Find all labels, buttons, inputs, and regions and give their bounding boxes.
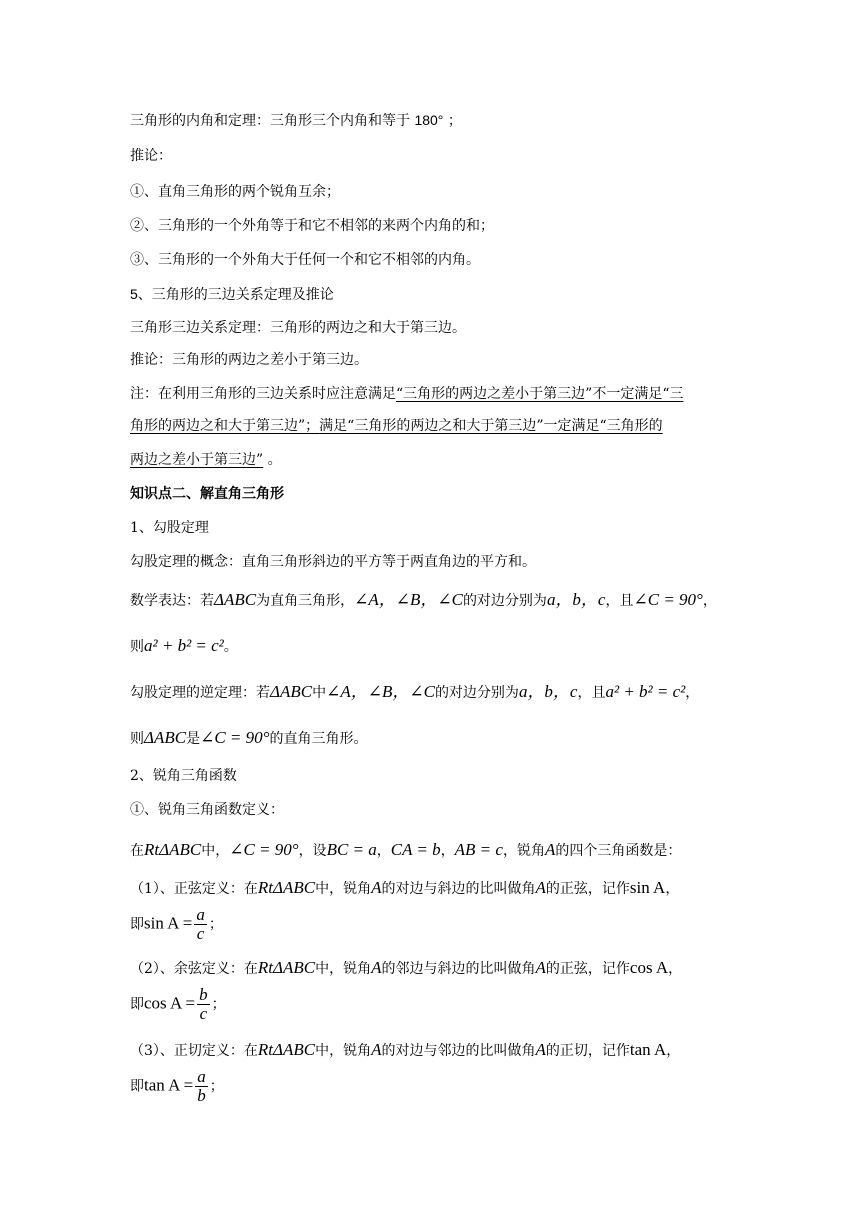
- fraction: [195, 1068, 208, 1105]
- heading-knowledge-point-2: 知识点二、解直角三角形: [130, 486, 284, 502]
- text-segment: （2）、余弦定义：在: [130, 961, 258, 977]
- underlined-text: 角形的两边之和大于第三边”；: [130, 418, 320, 434]
- math-triangle: RtΔABC: [257, 1040, 316, 1059]
- text-segment: ，: [440, 843, 455, 859]
- section-title: 、三角形的三边关系定理及推论: [137, 287, 334, 303]
- math-function: cos A =: [144, 993, 196, 1013]
- underlined-text: “三角形的两边之差小于第三边”不一定满足“三: [396, 386, 684, 402]
- text-segment: 中，锐角: [315, 961, 372, 977]
- text-segment: 三角形的内角和定理：三角形三个内角和等于: [130, 113, 415, 129]
- text-line-corollary: 推论：: [130, 148, 172, 164]
- math-triangle: RtΔABC: [257, 958, 316, 977]
- denominator: c: [199, 1004, 208, 1023]
- text-line-sine-formula: [130, 906, 223, 943]
- text-segment: ，: [666, 1043, 681, 1059]
- text-line-cosine-formula: [130, 986, 226, 1023]
- text-segment: 的正弦，记作: [545, 881, 630, 897]
- math-equation: AB = c: [454, 840, 503, 859]
- text-segment: ；: [209, 1078, 224, 1095]
- text-segment: 则: [130, 731, 144, 747]
- text-segment: 中，锐角: [315, 1043, 372, 1059]
- text-line-sine-definition: [130, 878, 679, 899]
- degree-value: 180°: [414, 112, 444, 128]
- text-line-math-expression: [130, 590, 717, 611]
- text-segment: 注：在利用三角形的三边关系时应注意满足: [130, 386, 396, 402]
- note-line-2: [130, 416, 663, 436]
- section-number: 5: [130, 286, 138, 302]
- fraction: [194, 906, 207, 943]
- text-segment: ；: [211, 996, 226, 1013]
- math-variable: A: [535, 1040, 546, 1059]
- math-function: tan A: [629, 1040, 667, 1059]
- text-segment: ；: [208, 916, 223, 933]
- denominator: b: [197, 1086, 206, 1105]
- numerator: a: [196, 905, 205, 924]
- text-line-tangent-definition: [130, 1040, 680, 1061]
- text-line-converse-theorem: [130, 682, 699, 703]
- text-line-angle-sum-theorem: [130, 110, 462, 131]
- math-variable: A: [371, 878, 382, 897]
- text-segment: 的对边分别为: [434, 685, 519, 701]
- underlined-text: 满足“三角形的两边之和大于第三边”一定满足“三角形的: [319, 418, 663, 434]
- text-segment: （1）、正弦定义：在: [130, 881, 258, 897]
- section-heading-5: [130, 284, 334, 305]
- math-sides: a，b，c: [518, 682, 578, 701]
- fraction: [197, 986, 210, 1023]
- denominator: c: [196, 924, 205, 943]
- math-equation: ∠C = 90°: [229, 840, 299, 859]
- text-segment: 中，锐角: [315, 881, 372, 897]
- underlined-text: 两边之差小于第三边”: [130, 452, 264, 468]
- math-function: tan A =: [144, 1075, 194, 1095]
- text-segment: 即: [130, 996, 144, 1013]
- text-segment: 是: [186, 731, 201, 747]
- text-segment: ，: [702, 593, 717, 609]
- text-segment: ，且: [577, 685, 606, 701]
- math-angles: ∠A，∠B，∠C: [354, 590, 463, 609]
- text-segment: （3）、正切定义：在: [130, 1043, 258, 1059]
- text-segment: ，: [685, 685, 700, 701]
- text-line-corollary-3: ③、三角形的一个外角大于任何一个和它不相邻的内角。: [130, 252, 480, 268]
- numerator: a: [197, 1067, 206, 1086]
- text-segment: 在: [130, 843, 144, 859]
- text-segment: 的直角三角形。: [269, 731, 368, 747]
- text-segment: 的对边与邻边的比叫做角: [381, 1043, 536, 1059]
- note-line-3: [130, 450, 282, 470]
- text-line-corollary-1: ①、直角三角形的两个锐角互余；: [130, 184, 340, 200]
- text-segment: ，: [665, 881, 680, 897]
- math-triangle: ΔABC: [144, 728, 187, 747]
- text-segment: 的对边分别为: [462, 593, 547, 609]
- text-segment: 的正弦，记作: [545, 961, 630, 977]
- math-angles: ∠A，∠B，∠C: [326, 682, 435, 701]
- math-triangle: RtΔABC: [257, 878, 316, 897]
- subheading-acute-trig: 2、锐角三角函数: [130, 768, 237, 784]
- text-segment: 勾股定理的逆定理：若: [130, 685, 270, 701]
- text-line-trig-definition: ①、锐角三角函数定义：: [130, 802, 284, 818]
- text-line-converse-conclusion: [130, 728, 367, 749]
- math-triangle: ΔABC: [214, 590, 257, 609]
- text-segment: 的四个三角函数是：: [555, 843, 682, 859]
- math-variable: A: [371, 958, 382, 977]
- text-segment: 的对边与斜边的比叫做角: [381, 881, 536, 897]
- math-equation: ∠C = 90°: [633, 590, 703, 609]
- text-line-triangle-inequality: 三角形三边关系定理：三角形的两边之和大于第三边。: [130, 320, 466, 336]
- math-variable: A: [535, 878, 546, 897]
- math-equation: BC = a: [326, 840, 377, 859]
- math-sides: a，b，c: [546, 590, 606, 609]
- text-segment: 即: [130, 1078, 144, 1095]
- text-segment: ，: [376, 843, 391, 859]
- text-line-pythagorean-concept: 勾股定理的概念：直角三角形斜边的平方等于两直角边的平方和。: [130, 554, 536, 570]
- text-segment: 。: [263, 452, 282, 468]
- text-segment: 。: [223, 639, 238, 655]
- math-equation: a² + b² = c²: [144, 636, 224, 655]
- math-variable: A: [535, 958, 546, 977]
- math-equation: CA = b: [390, 840, 441, 859]
- text-line-trig-setup: [130, 840, 681, 861]
- note-line-1: [130, 384, 683, 404]
- text-segment: 数学表达：若: [130, 593, 214, 609]
- text-segment: 的邻边与斜边的比叫做角: [381, 961, 536, 977]
- text-segment: 则: [130, 639, 144, 655]
- text-segment: 即: [130, 916, 144, 933]
- math-function: sin A =: [144, 913, 193, 933]
- text-line-cosine-definition: [130, 958, 682, 979]
- math-equation: ∠C = 90°: [200, 728, 270, 747]
- text-segment: ，且: [605, 593, 634, 609]
- text-segment: 为直角三角形，: [256, 593, 355, 609]
- subheading-pythagorean: 1、勾股定理: [130, 520, 209, 536]
- text-segment: ，设: [298, 843, 327, 859]
- text-line-tangent-formula: [130, 1068, 224, 1105]
- numerator: b: [199, 985, 208, 1004]
- text-segment: ；: [443, 113, 462, 129]
- text-line-corollary-2: ②、三角形的一个外角等于和它不相邻的来两个内角的和；: [130, 218, 494, 234]
- text-segment: ，: [668, 961, 683, 977]
- math-triangle: RtΔABC: [144, 840, 202, 859]
- math-function: sin A: [629, 878, 666, 897]
- text-segment: 中，: [201, 843, 230, 859]
- math-variable: A: [371, 1040, 382, 1059]
- math-function: cos A: [629, 958, 669, 977]
- text-line-pythagorean-formula: [130, 636, 238, 657]
- text-segment: ，锐角: [502, 843, 545, 859]
- math-equation: a² + b² = c²: [605, 682, 686, 701]
- text-segment: 的正切，记作: [545, 1043, 630, 1059]
- text-line-inequality-corollary: 推论：三角形的两边之差小于第三边。: [130, 352, 368, 368]
- text-segment: 中: [312, 685, 327, 701]
- math-triangle: ΔABC: [270, 682, 313, 701]
- math-variable: A: [544, 840, 556, 859]
